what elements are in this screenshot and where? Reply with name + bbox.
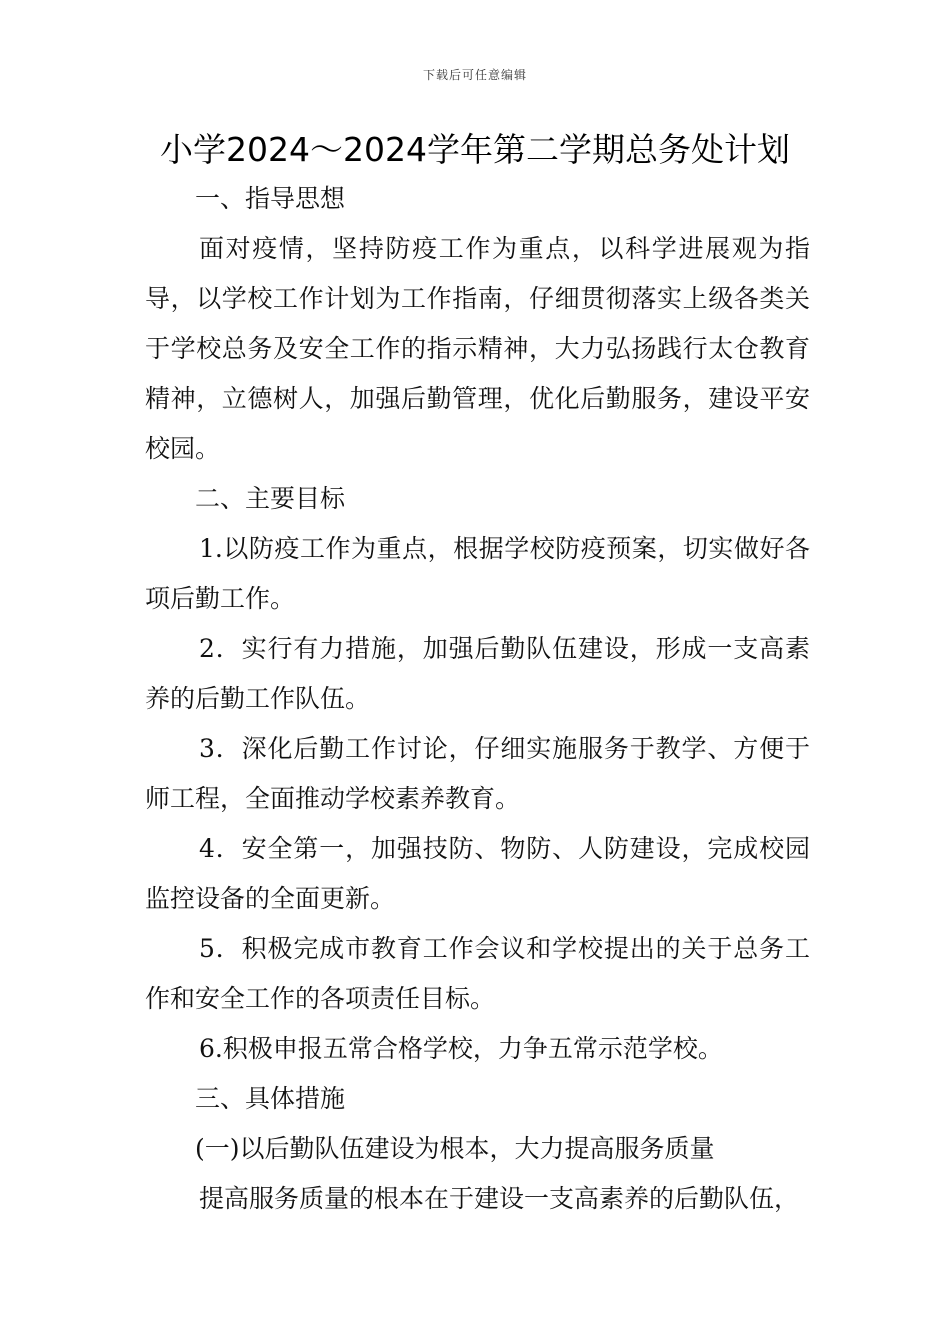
- section-heading-specific-measures: 三、具体措施: [195, 1084, 346, 1113]
- goal-item-5: 5．积极完成市教育工作会议和学校提出的关于总务工作和安全工作的各项责任目标。: [145, 934, 810, 1013]
- goal-item-1: 1.以防疫工作为重点，根据学校防疫预案，切实做好各项后勤工作。: [145, 534, 810, 613]
- document-body: [145, 174, 810, 1224]
- goal-item-2: 2．实行有力措施，加强后勤队伍建设，形成一支高素养的后勤工作队伍。: [145, 634, 810, 713]
- section-heading-guiding-thought: 一、指导思想: [195, 184, 346, 213]
- paragraph-team-building: 提高服务质量的根本在于建设一支高素养的后勤队伍，: [199, 1184, 800, 1213]
- header-note: 下载后可任意编辑: [422, 68, 527, 82]
- document-title: 小学2024～2024学年第二学期总务处计划: [160, 130, 790, 169]
- section-heading-main-goals: 二、主要目标: [195, 484, 346, 513]
- goal-item-4: 4．安全第一，加强技防、物防、人防建设，完成校园监控设备的全面更新。: [145, 834, 810, 913]
- goal-item-6: 6.积极申报五常合格学校，力争五常示范学校。: [199, 1034, 723, 1063]
- subsection-heading-team-building: (一)以后勤队伍建设为根本，大力提高服务质量: [195, 1134, 715, 1163]
- paragraph-guiding-thought: 面对疫情，坚持防疫工作为重点，以科学进展观为指导，以学校工作计划为工作指南，仔细贯彻落实上级各类关于学校总务及安全工作的指示精神，大力弘扬践行太仓教育精神，立德树人，加强后勤管理，优化后勤服务，建设平安校园。: [145, 234, 810, 463]
- goal-item-3: 3．深化后勤工作讨论，仔细实施服务于教学、方便于师工程，全面推动学校素养教育。: [145, 734, 810, 813]
